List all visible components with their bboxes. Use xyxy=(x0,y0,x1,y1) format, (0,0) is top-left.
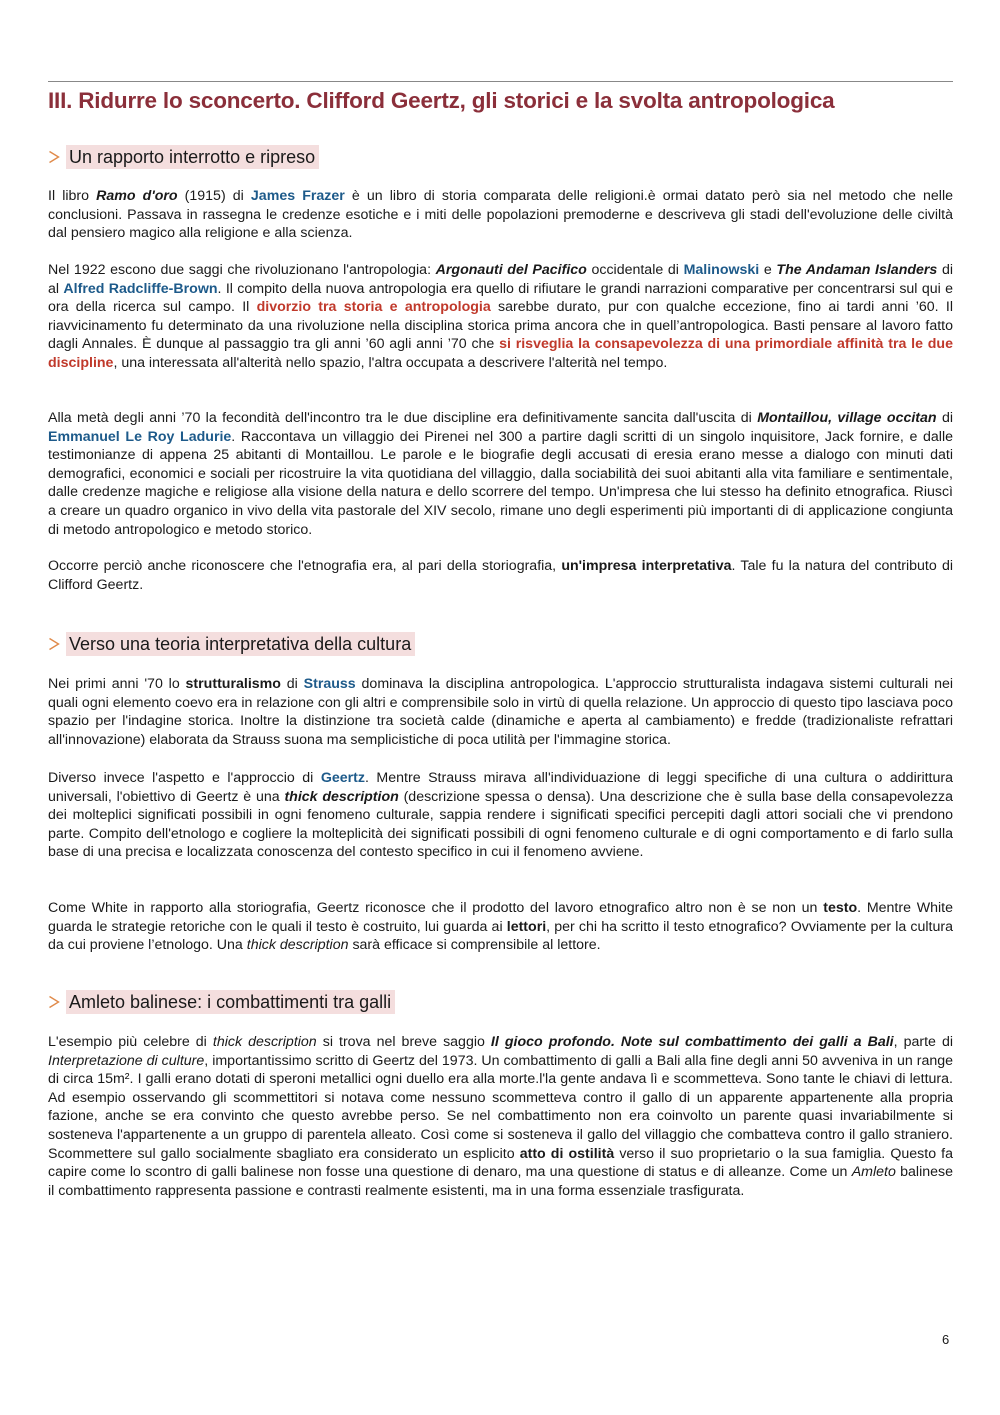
bold-term: lettori xyxy=(506,918,547,935)
page-number: 6 xyxy=(942,1332,950,1347)
author-name: Alfred Radcliffe-Brown xyxy=(63,280,218,297)
triangle-right-outline-icon xyxy=(48,995,60,1009)
italic-term: thick description xyxy=(246,937,349,954)
section-heading-label: Un rapporto interrotto e ripreso xyxy=(66,145,319,169)
section-heading-2 xyxy=(48,632,415,656)
author-name: Malinowski xyxy=(683,262,760,278)
page-title: III. Ridurre lo sconcerto. Clifford Geertz, gli storici e la svolta antropologica xyxy=(48,88,835,113)
paragraph: Come White in rapporto alla storiografia, Geertz riconosce che il prodotto del lavoro etnografico altro non è se non un testo. Mentre White guarda le strategie retoriche con le quali il testo è costruito, lui guarda ai lettori, per chi ha scritto il testo etnografico? Ovviamente per la cultura da cui proviene l’etnologo. Una thick description sarà efficace si comprensibile al lettore. xyxy=(48,900,953,954)
bold-term: strutturalismo xyxy=(185,676,281,692)
book-title: Argonauti del Pacifico xyxy=(435,262,587,278)
term-italic-bold: thick description xyxy=(284,788,399,805)
section-heading-label: Amleto balinese: i combattimenti tra galli xyxy=(66,990,395,1014)
paragraph: Alla metà degli anni ’70 la fecondità dell'incontro tra le due discipline era definitivamente sancita dall'uscita di Montaillou, village occitan di Emmanuel Le Roy Ladurie. Raccontava un villaggio dei Pirenei nel 300 a partire dagli scritti di un singolo inquisitore, Jack fornire, e dalle testimonianze di appena 25 abitanti di Montaillou. Le parole e le biografie degli accusati di eresia erano messe a dialogo con minuti dati demografici, economici e sociali per ricostruire la vita quotidiana del villaggio, dalla sociabilità dei suoi abitanti alla vita familiare e sentimentale, dalle credenze magiche e religiose alla visione della natura e dello scorrere del tempo. Un'impresa che lui stesso ha definito etnografica. Riuscì a creare un quadro organico in vivo della vita pastorale del XIV secolo, rimane uno degli esperimenti più importanti di di applicazione congiunta di metodo antropologico e metodo storico. xyxy=(48,410,953,538)
paragraph: Occorre perciò anche riconoscere che l'etnografia era, al pari della storiografia, un'impresa interpretativa. Tale fu la natura del contributo di Clifford Geertz. xyxy=(48,558,953,593)
bold-term: atto di ostilità xyxy=(519,1145,615,1162)
italic-term: thick description xyxy=(212,1034,317,1050)
author-name: Strauss xyxy=(303,676,356,692)
section-heading-3 xyxy=(48,990,395,1014)
book-title: Montaillou, village occitan xyxy=(757,410,937,426)
author-name: Geertz xyxy=(320,770,365,786)
paragraph: Nel 1922 escono due saggi che rivoluzionano l'antropologia: Argonauti del Pacifico occidentale di Malinowski e The Andaman Islanders di al Alfred Radcliffe-Brown. Il compito della nuova antropologia era quello di rifiutare le grandi narrazioni comparative per concentrarsi sul qui e ora della ricerca sul campo. Il divorzio tra storia e antropologia sarebbe durato, pur con qualche eccezione, fino ai tardi anni ’60. Il riavvicinamento fu determinato da una rivoluzione nella disciplina storica prima ancora che in quell’antropologica. Basti pensare al lavoro fatto dagli Annales. È dunque al passaggio tra gli anni ’60 agli anni ’70 che si risveglia la consapevolezza di una primordiale affinità tra le due discipline, una interessata all'alterità nello spazio, l'altra occupata a descrivere l'alterità nel tempo. xyxy=(48,262,954,371)
triangle-right-outline-icon xyxy=(48,637,60,651)
italic-term: Amleto xyxy=(851,1164,896,1181)
bold-term: un'impresa interpretativa xyxy=(561,558,732,574)
book-title: Ramo d'oro xyxy=(96,188,178,204)
paragraph: L'esempio più celebre di thick description si trova nel breve saggio Il gioco profondo. Note sul combattimento dei galli a Bali, parte di Interpretazione di culture, importantissimo scritto di Geertz del 1973. Un combattimento di galli a Bali alla fine degli anni 50 avveniva in un range di circa 15m². I galli erano dotati di speroni metallici ogni duello era alla morte.l'la gente andava lì e scommetteva. Sono tante le chiavi di lettura. Ad esempio osservando gli scommettitori si notava come nessuno scommetteva contro il gallo di un apparente appartenente alla propria fazione, anche se era convinto che questo avrebbe perso. Se nel combattimento non era coinvolto un parente quasi invariabilmente si sosteneva l'appartenente a un gruppo di parentela alleato. Così come si sosteneva il gallo del villaggio che combatteva contro il gallo straniero. Scommettere sul gallo socialmente sbagliato era considerato un esplicito atto di ostilità verso il suo proprietario o la sua famiglia. Questo fa capire come lo scontro di galli balinese non fosse una questione di denaro, ma una questione di status e di alleanze. Come un Amleto balinese il combattimento rappresenta passione e contrasti realmente esistenti, ma in una forma essenziale trasfigurata. xyxy=(48,1034,954,1199)
book-title: The Andaman Islanders xyxy=(776,262,938,278)
paragraph: Diverso invece l'aspetto e l'approccio di Geertz. Mentre Strauss mirava all'individuazione di leggi specifiche di una cultura o addirittura universali, l'obiettivo di Geertz è una thick description (descrizione spessa o densa). Una descrizione che è sulla base della consapevolezza dei molteplici significati possibili in ogni fenomeno culturale, sappia rendere i significati specifici percepiti dagli attori sociali che vi prendono parte. Compito dell'etnologo e cogliere la molteplicità dei significati possibili di ogni fenomeno culturale e di ogni comportamento e di farlo sulla base di una precisa e localizzata conoscenza del contesto specifico in cui il fenomeno avviene. xyxy=(48,770,954,861)
section-heading-1 xyxy=(48,145,319,169)
author-name: Emmanuel Le Roy Ladurie xyxy=(48,428,232,445)
emphasis-text: si risveglia la consapevolezza di una primordiale affinità tra le due discipline xyxy=(48,336,953,371)
book-title-italic: Interpretazione di culture xyxy=(48,1052,205,1069)
author-name: James Frazer xyxy=(250,188,345,204)
paragraph: Il libro Ramo d'oro (1915) di James Frazer è un libro di storia comparata delle religioni.è ormai datato però sia nel metodo che nelle conclusioni. Passava in rassegna le credenze esotiche e i miti delle popolazioni premoderne e descriveva gli stadi dell'evoluzione delle civiltà dal pensiero magico alla religione e alla scienza. xyxy=(48,188,953,242)
book-title: Il gioco profondo. Note sul combattimento dei galli a Bali xyxy=(490,1034,894,1050)
paragraph: Nei primi anni '70 lo strutturalismo di Strauss dominava la disciplina antropologica. L'approccio strutturalista indagava sistemi culturali nei quali ogni elemento coevo era in relazione con gli altri e comprensibile solo in virtù di quella relazione. Un approccio di questo tipo lasciava poco spazio per l'indagine storica. Inoltre la distinzione tra società calde (dinamiche e aperta al cambiamento) e fredde (tradizionaliste refrattari all'innovazione) elaborata da Strauss suona ma semplicistiche di poca utilità per l'immagine storica. xyxy=(48,676,953,748)
top-rule xyxy=(48,81,953,82)
bold-term: testo xyxy=(823,900,858,916)
section-heading-label: Verso una teoria interpretativa della cultura xyxy=(66,632,415,656)
triangle-right-outline-icon xyxy=(48,150,60,164)
emphasis-text: divorzio tra storia e antropologia xyxy=(256,299,491,316)
